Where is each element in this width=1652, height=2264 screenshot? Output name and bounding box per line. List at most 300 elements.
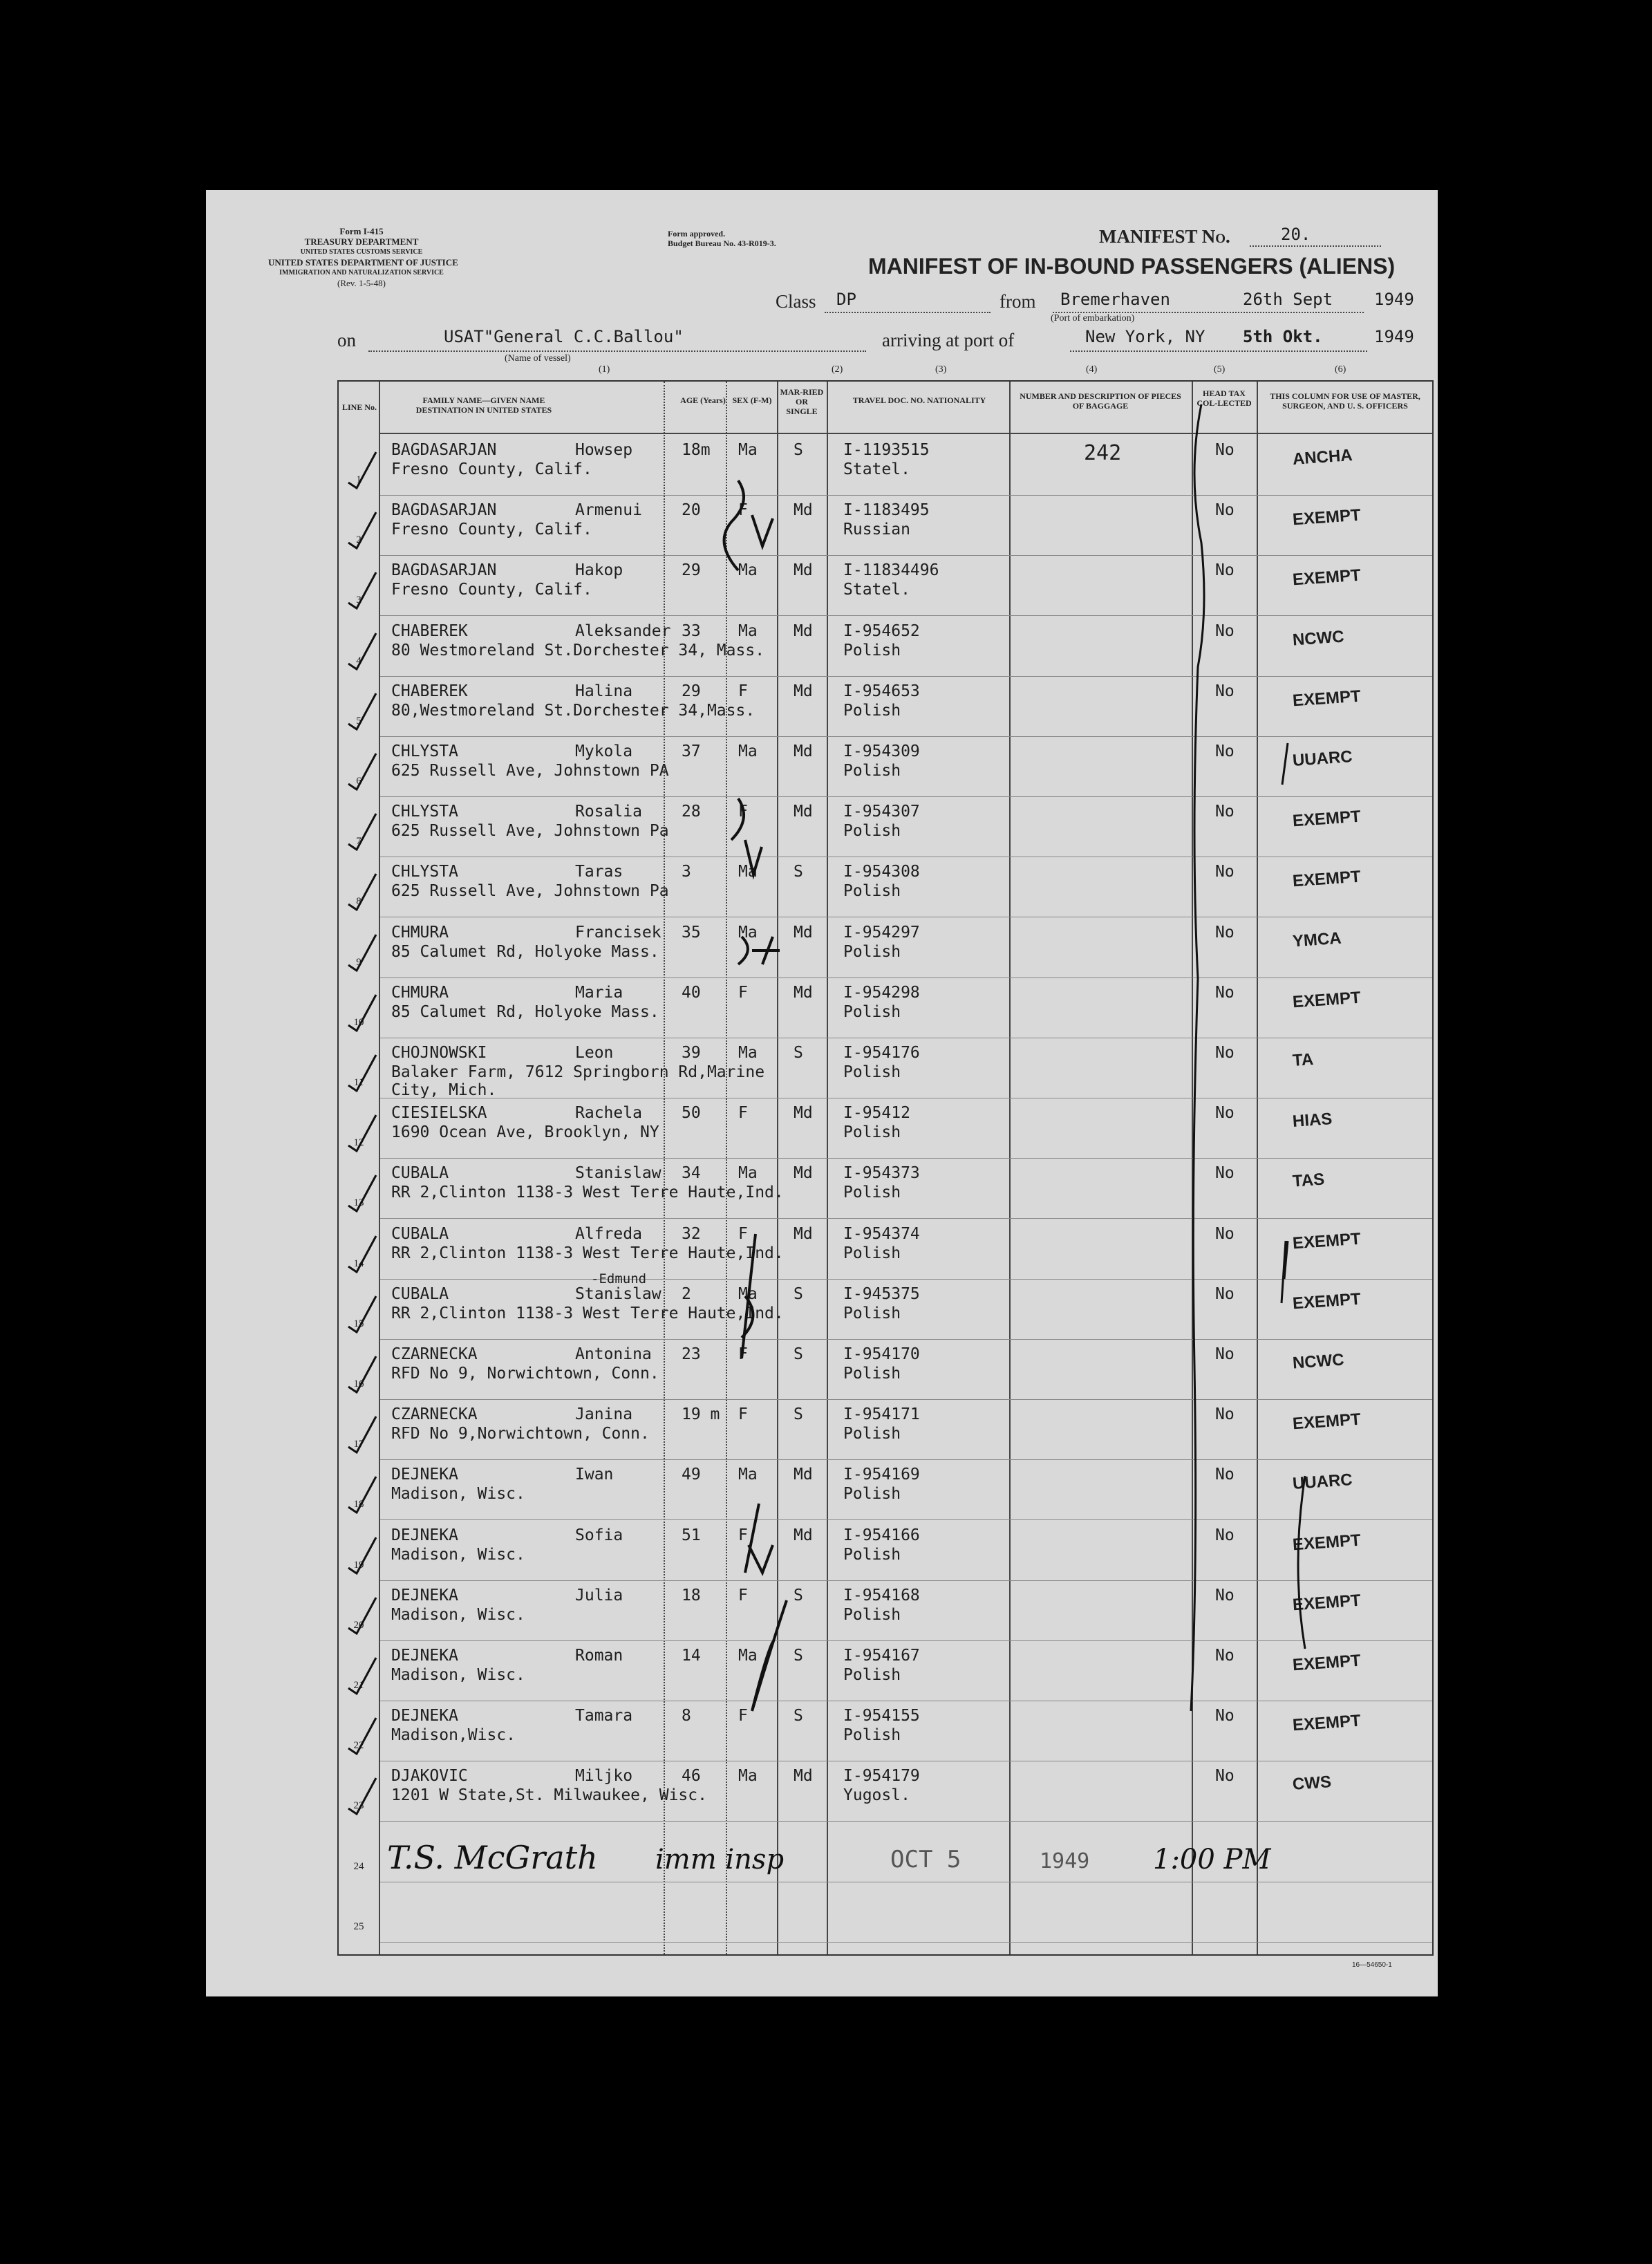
form-header-left — [268, 226, 458, 288]
line-number: 12 — [353, 1137, 364, 1149]
marital-status: S — [794, 1707, 803, 1725]
head-tax: No — [1215, 742, 1235, 760]
sex: F — [738, 803, 748, 821]
table-row — [339, 1159, 1432, 1219]
family-name: CZARNECKA — [391, 1405, 478, 1424]
given-name: Sofia — [575, 1526, 623, 1544]
travel-doc-number: I-954179 — [843, 1767, 920, 1786]
customs-service: UNITED STATES CUSTOMS SERVICE — [300, 248, 423, 256]
checkmark-icon — [346, 1774, 377, 1815]
destination: RR 2,Clinton 1138-3 West Terre Haute,Ind. — [391, 1244, 784, 1262]
travel-doc-number: I-954169 — [843, 1466, 920, 1484]
age: 19 m — [682, 1405, 720, 1424]
nationality: Russian — [843, 521, 910, 539]
given-name: Iwan — [575, 1466, 614, 1484]
family-name: BAGDASARJAN — [391, 501, 497, 520]
checkmark-icon — [346, 1232, 377, 1273]
destination: 1201 W State,St. Milwaukee, Wisc. — [391, 1786, 707, 1805]
budget-bureau: Budget Bureau No. 43-R019-3. — [668, 238, 776, 248]
marital-status: Md — [794, 1224, 813, 1243]
col-num-5: (5) — [1214, 364, 1226, 375]
line-number: 21 — [353, 1680, 364, 1691]
destination-continued: City, Mich. — [391, 1081, 497, 1099]
inspector-title: imm insp — [655, 1844, 785, 1875]
vessel-caption: (Name of vessel) — [505, 353, 571, 364]
checkmark-icon — [346, 1171, 377, 1213]
family-name: CHLYSTA — [391, 863, 458, 881]
sex: Ma — [738, 1164, 758, 1183]
checkmark-icon — [346, 689, 377, 731]
given-name: Leon — [575, 1044, 614, 1062]
nationality: Polish — [843, 1365, 901, 1383]
nationality: Polish — [843, 882, 901, 901]
travel-doc-number: I-945375 — [843, 1284, 920, 1303]
line-number: 4 — [356, 655, 362, 666]
age: 8 — [682, 1707, 691, 1725]
stamp-time: 1:00 PM — [1153, 1844, 1271, 1875]
marital-status: S — [794, 1044, 803, 1062]
travel-doc-number: I-954155 — [843, 1707, 920, 1725]
table-row — [339, 918, 1432, 978]
table-row — [339, 1882, 1432, 1943]
marital-status: S — [794, 1405, 803, 1424]
checkmark-icon — [346, 1593, 377, 1635]
family-name: BAGDASARJAN — [391, 561, 497, 580]
arrival-port: New York, NY — [1085, 327, 1205, 346]
table-row — [339, 1340, 1432, 1400]
line-number: 1 — [356, 474, 362, 485]
given-name: Stanislaw — [575, 1284, 661, 1303]
given-name: Mykola — [575, 742, 633, 760]
given-name: Aleksander — [575, 621, 671, 640]
checkmark-icon — [346, 448, 377, 489]
family-name: CZARNECKA — [391, 1345, 478, 1363]
destination: RR 2,Clinton 1138-3 West Terre Haute,Ind. — [391, 1304, 784, 1322]
sex: Ma — [738, 1647, 758, 1665]
family-name: CHLYSTA — [391, 803, 458, 821]
approval-text: Form approved. — [668, 229, 726, 238]
sex: Ma — [738, 561, 758, 580]
age: 33 — [682, 621, 701, 640]
destination: 80 Westmoreland St.Dorchester 34, Mass. — [391, 641, 765, 659]
checkmark-icon — [346, 870, 377, 911]
head-tax: No — [1215, 1345, 1235, 1363]
given-name: Taras — [575, 863, 623, 881]
travel-doc-number: I-954166 — [843, 1526, 920, 1544]
sex: Ma — [738, 923, 758, 942]
travel-doc-number: I-1183495 — [843, 501, 930, 520]
class-line — [825, 312, 991, 313]
head-tax: No — [1215, 621, 1235, 640]
marital-status: Md — [794, 1767, 813, 1786]
head-tax: No — [1215, 1526, 1235, 1544]
justice-dept: UNITED STATES DEPARTMENT OF JUSTICE — [268, 257, 458, 268]
age: 28 — [682, 803, 701, 821]
age: 3 — [682, 863, 691, 881]
line-number: 5 — [356, 715, 362, 727]
checkmark-icon — [346, 749, 377, 791]
age: 50 — [682, 1104, 701, 1123]
form-revision: (Rev. 1-5-48) — [337, 278, 386, 288]
head-tax: No — [1215, 983, 1235, 1002]
line-number: 23 — [353, 1800, 364, 1812]
line-number: 15 — [353, 1318, 364, 1329]
checkmark-icon — [346, 1533, 377, 1575]
given-name: Miljko — [575, 1767, 633, 1786]
travel-doc-number: I-954373 — [843, 1164, 920, 1183]
travel-doc-number: I-954653 — [843, 682, 920, 700]
age: 46 — [682, 1767, 701, 1786]
head-tax: No — [1215, 1284, 1235, 1303]
travel-doc-number: I-95412 — [843, 1104, 910, 1123]
on-label: on — [337, 330, 356, 350]
age: 29 — [682, 561, 701, 580]
marital-status: S — [794, 863, 803, 881]
table-row — [339, 1098, 1432, 1159]
family-name: CHABEREK — [391, 621, 468, 640]
line-number: 9 — [356, 956, 362, 968]
line-number: 10 — [353, 1016, 364, 1028]
officer-note: EXEMPT — [1292, 686, 1362, 711]
travel-doc-number: I-11834496 — [843, 561, 939, 580]
checkmark-icon — [346, 508, 377, 550]
manifest-number-line — [1250, 245, 1381, 247]
head-tax: No — [1215, 1586, 1235, 1605]
head-tax: No — [1215, 561, 1235, 580]
line-number: 22 — [353, 1740, 364, 1752]
destination: 85 Calumet Rd, Holyoke Mass. — [391, 942, 659, 961]
nationality: Polish — [843, 1002, 901, 1021]
checkmark-icon — [346, 1472, 377, 1514]
table-row — [339, 1460, 1432, 1520]
manifest-number-label: MANIFEST No. — [1099, 226, 1230, 247]
given-name: Rosalia — [575, 803, 642, 821]
head-tax: No — [1215, 923, 1235, 942]
marital-status: S — [794, 441, 803, 459]
nationality: Polish — [843, 942, 901, 961]
nationality: Polish — [843, 822, 901, 841]
nationality: Polish — [843, 701, 901, 720]
marital-status: Md — [794, 1526, 813, 1544]
destination: 625 Russell Ave, Johnstown Pa — [391, 882, 669, 901]
given-name: Julia — [575, 1586, 623, 1605]
travel-doc-number: I-954652 — [843, 621, 920, 640]
destination: Madison, Wisc. — [391, 1485, 525, 1504]
destination: 85 Calumet Rd, Holyoke Mass. — [391, 1002, 659, 1021]
officer-note: NCWC — [1292, 627, 1345, 650]
sex: Ma — [738, 1044, 758, 1062]
head-tax: No — [1215, 1466, 1235, 1484]
sex: F — [738, 501, 748, 520]
officer-note: EXEMPT — [1292, 1591, 1362, 1615]
destination: Madison, Wisc. — [391, 1605, 525, 1624]
print-code: 16—54650-1 — [1352, 1961, 1392, 1969]
family-name: DEJNEKA — [391, 1707, 458, 1725]
line-number: 13 — [353, 1197, 364, 1209]
line-number: 14 — [353, 1257, 364, 1269]
sex: F — [738, 1345, 748, 1363]
class-label: Class — [776, 291, 816, 312]
given-name: Stanislaw — [575, 1164, 661, 1183]
family-name: CHMURA — [391, 923, 449, 942]
table-row — [339, 496, 1432, 556]
sex: F — [738, 1405, 748, 1424]
head-tax: No — [1215, 501, 1235, 520]
given-name: Howsep — [575, 441, 633, 459]
family-name: CUBALA — [391, 1284, 449, 1303]
family-name: DJAKOVIC — [391, 1767, 468, 1786]
nationality: Polish — [843, 641, 901, 659]
arrival-line — [1070, 350, 1367, 352]
vessel-name: USAT"General C.C.Ballou" — [444, 327, 684, 346]
line-number: 20 — [353, 1619, 364, 1631]
stamp-year: 1949 — [1040, 1849, 1090, 1873]
given-name: Francisek — [575, 923, 661, 942]
marital-status: Md — [794, 561, 813, 580]
age: 51 — [682, 1526, 701, 1544]
age: 23 — [682, 1345, 701, 1363]
officer-note: EXEMPT — [1292, 565, 1362, 590]
sex: F — [738, 1224, 748, 1243]
destination: RFD No 9, Norwichtown, Conn. — [391, 1365, 659, 1383]
destination: 80,Westmoreland St.Dorchester 34,Mass. — [391, 701, 755, 720]
travel-doc-number: I-954297 — [843, 923, 920, 942]
age: 39 — [682, 1044, 701, 1062]
sex: F — [738, 1526, 748, 1544]
sex: F — [738, 983, 748, 1002]
col-head-name: FAMILY NAME—GIVEN NAME DESTINATION IN UNITED STATES — [415, 395, 552, 415]
col-num-3: (3) — [935, 364, 947, 375]
nationality: Statel. — [843, 581, 910, 599]
given-name: Halina — [575, 682, 633, 700]
nationality: Polish — [843, 1063, 901, 1081]
travel-doc-number: I-954171 — [843, 1405, 920, 1424]
head-tax: No — [1215, 1224, 1235, 1243]
col-head-headtax: HEAD TAX COL-LECTED — [1196, 389, 1252, 408]
line-number: 11 — [353, 1077, 364, 1088]
nationality: Polish — [843, 762, 901, 780]
destination: Fresno County, Calif. — [391, 521, 592, 539]
travel-doc-number: I-1193515 — [843, 441, 930, 459]
sex: Ma — [738, 742, 758, 760]
age: 18m — [682, 441, 711, 459]
given-name-insert: -Edmund — [591, 1271, 647, 1287]
age: 29 — [682, 682, 701, 700]
checkmark-icon — [346, 1714, 377, 1755]
destination: 625 Russell Ave, Johnstown Pa — [391, 822, 669, 841]
col-num-6: (6) — [1335, 364, 1346, 375]
officer-note: EXEMPT — [1292, 1289, 1362, 1313]
col-head-age: AGE (Years) — [680, 395, 726, 405]
manifest-number: 20. — [1281, 225, 1311, 244]
marital-status: S — [794, 1345, 803, 1363]
nationality: Yugosl. — [843, 1786, 910, 1805]
marital-status: Md — [794, 682, 813, 700]
officer-note: ANCHA — [1292, 446, 1353, 469]
officer-note: YMCA — [1292, 928, 1342, 951]
line-number: 25 — [353, 1920, 364, 1932]
arriving-label: arriving at port of — [882, 330, 1015, 350]
family-name: CIESIELSKA — [391, 1104, 487, 1123]
arrival-year: 1949 — [1374, 327, 1414, 346]
officer-note: NCWC — [1292, 1350, 1345, 1373]
table-row — [339, 1521, 1432, 1581]
document-title: MANIFEST OF IN-BOUND PASSENGERS (ALIENS) — [868, 254, 1396, 279]
officer-note: UUARC — [1292, 747, 1353, 770]
officer-note: TAS — [1292, 1170, 1326, 1191]
table-row — [339, 737, 1432, 797]
form-id: Form I-415 — [339, 226, 384, 236]
table-row — [339, 1400, 1432, 1460]
checkmark-icon — [346, 568, 377, 610]
destination: Madison, Wisc. — [391, 1545, 525, 1564]
line-number: 6 — [356, 776, 362, 787]
destination: Madison, Wisc. — [391, 1666, 525, 1684]
table-row — [339, 1271, 1432, 1340]
table-row — [339, 1581, 1432, 1641]
checkmark-icon — [346, 629, 377, 671]
head-tax: No — [1215, 1647, 1235, 1665]
table-row — [339, 436, 1432, 496]
sex: F — [738, 682, 748, 700]
table-row — [339, 1701, 1432, 1761]
family-name: CHABEREK — [391, 682, 468, 700]
age: 20 — [682, 501, 701, 520]
ins-service: IMMIGRATION AND NATURALIZATION SERVICE — [279, 269, 444, 277]
vessel-line — [368, 350, 866, 352]
sex: Ma — [738, 1466, 758, 1484]
from-port: Bremerhaven — [1060, 290, 1170, 309]
line-number: 7 — [356, 836, 362, 848]
treasury-dept: TREASURY DEPARTMENT — [304, 236, 419, 247]
nationality: Polish — [843, 1485, 901, 1504]
col-head-line: LINE No. — [341, 402, 377, 412]
family-name: CUBALA — [391, 1224, 449, 1243]
manifest-document — [206, 190, 1438, 1996]
nationality: Polish — [843, 1726, 901, 1745]
line-number: 17 — [353, 1439, 364, 1450]
marital-status: Md — [794, 1466, 813, 1484]
travel-doc-number: I-954168 — [843, 1586, 920, 1605]
head-tax: No — [1215, 682, 1235, 700]
age: 18 — [682, 1586, 701, 1605]
header-rule — [380, 433, 1432, 434]
from-label: from — [999, 291, 1036, 312]
line-number: 18 — [353, 1499, 364, 1510]
family-name: CHMURA — [391, 983, 449, 1002]
travel-doc-number: I-954176 — [843, 1044, 920, 1062]
checkmark-icon — [346, 1654, 377, 1695]
nationality: Polish — [843, 1666, 901, 1684]
table-row — [339, 857, 1432, 917]
checkmark-icon — [346, 1111, 377, 1152]
family-name: DEJNEKA — [391, 1647, 458, 1665]
col-head-baggage: NUMBER AND DESCRIPTION OF PIECES OF BAGGAGE — [1020, 391, 1181, 411]
head-tax: No — [1215, 1044, 1235, 1062]
nationality: Polish — [843, 1605, 901, 1624]
family-name: DEJNEKA — [391, 1466, 458, 1484]
travel-doc-number: I-954309 — [843, 742, 920, 760]
officer-note: EXEMPT — [1292, 1651, 1362, 1675]
marital-status: S — [794, 1284, 803, 1303]
line-number: 16 — [353, 1378, 364, 1390]
family-name: BAGDASARJAN — [391, 441, 497, 459]
age: 2 — [682, 1284, 691, 1303]
line-number: 2 — [356, 534, 362, 546]
table-row — [339, 978, 1432, 1038]
passenger-table — [337, 380, 1434, 1956]
marital-status: Md — [794, 1164, 813, 1183]
nationality: Polish — [843, 1244, 901, 1262]
sex: F — [738, 1586, 748, 1605]
sex: Ma — [738, 863, 758, 881]
table-row — [339, 677, 1432, 737]
travel-doc-number: I-954170 — [843, 1345, 920, 1363]
port-caption: (Port of embarkation) — [1051, 313, 1135, 324]
age: 32 — [682, 1224, 701, 1243]
family-name: CHOJNOWSKI — [391, 1044, 487, 1062]
officer-note: EXEMPT — [1292, 505, 1362, 530]
col-head-travel: TRAVEL DOC. NO. NATIONALITY — [852, 395, 986, 405]
from-date: 26th Sept — [1243, 290, 1333, 309]
travel-doc-number: I-954374 — [843, 1224, 920, 1243]
table-row — [339, 1761, 1432, 1822]
line-number: 3 — [356, 595, 362, 606]
age: 35 — [682, 923, 701, 942]
destination: 625 Russell Ave, Johnstown PA — [391, 762, 669, 780]
sex: Ma — [738, 1767, 758, 1786]
line-number: 19 — [353, 1559, 364, 1571]
departure-year: 1949 — [1374, 290, 1414, 309]
col-num-1: (1) — [599, 364, 610, 375]
given-name: Alfreda — [575, 1224, 642, 1243]
age: 37 — [682, 742, 701, 760]
travel-doc-number: I-954298 — [843, 983, 920, 1002]
officer-note: EXEMPT — [1292, 807, 1362, 831]
destination: Fresno County, Calif. — [391, 460, 592, 478]
age: 34 — [682, 1164, 701, 1183]
checkmark-icon — [346, 1412, 377, 1454]
checkmark-icon — [346, 1352, 377, 1394]
line-number: 8 — [356, 896, 362, 908]
marital-status: Md — [794, 742, 813, 760]
officer-note: UUARC — [1292, 1470, 1353, 1494]
nationality: Polish — [843, 1304, 901, 1322]
officer-note: HIAS — [1292, 1110, 1333, 1132]
head-tax: No — [1215, 1405, 1235, 1424]
marital-status: Md — [794, 621, 813, 640]
sex: F — [738, 1104, 748, 1123]
col-head-sex: SEX (F-M) — [732, 395, 772, 405]
table-row — [339, 1641, 1432, 1701]
nationality: Polish — [843, 1425, 901, 1443]
class-value: DP — [836, 290, 856, 309]
destination: RR 2,Clinton 1138-3 West Terre Haute,Ind. — [391, 1184, 784, 1202]
family-name: DEJNEKA — [391, 1526, 458, 1544]
given-name: Antonina — [575, 1345, 652, 1363]
travel-doc-number: I-954308 — [843, 863, 920, 881]
officer-note: EXEMPT — [1292, 867, 1362, 891]
checkmark-icon — [346, 1292, 377, 1334]
form-approval — [668, 229, 776, 248]
head-tax: No — [1215, 1767, 1235, 1786]
nationality: Polish — [843, 1123, 901, 1142]
marital-status: S — [794, 1647, 803, 1665]
head-tax: No — [1215, 863, 1235, 881]
given-name: Tamara — [575, 1707, 633, 1725]
table-row — [339, 1219, 1432, 1280]
head-tax: No — [1215, 441, 1235, 459]
